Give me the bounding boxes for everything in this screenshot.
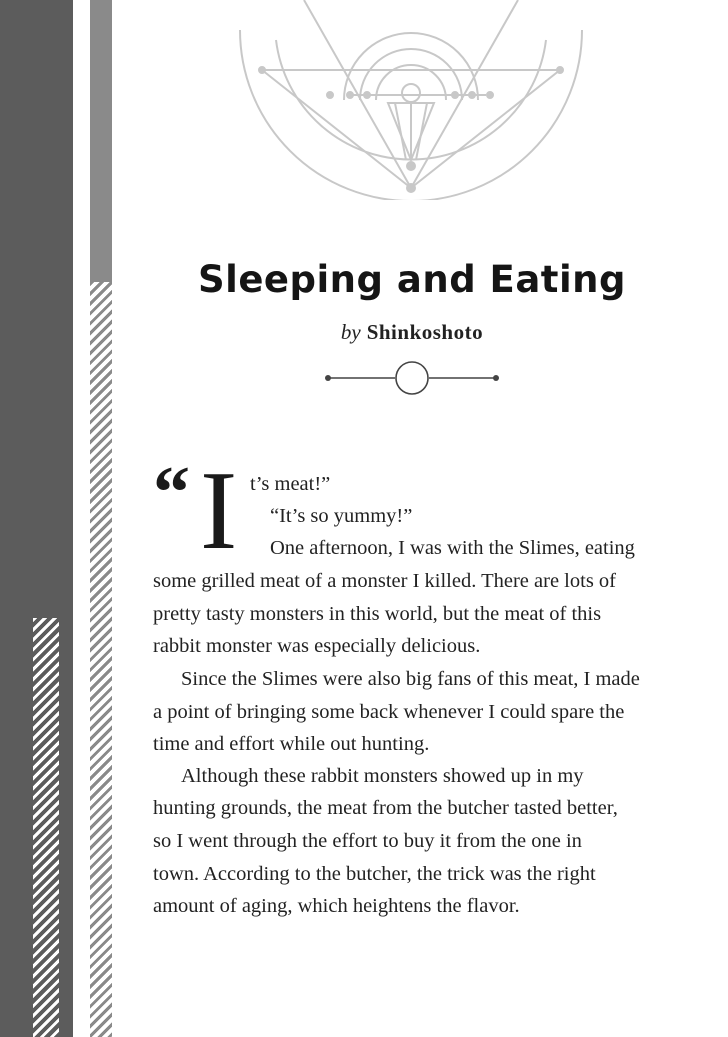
ornament-divider-icon [324, 360, 500, 396]
body-line: town. According to the butcher, the trick was the right [153, 863, 596, 885]
body-line: “It’s so yummy!” [270, 505, 413, 527]
right-gray-band [90, 0, 112, 282]
author-name: Shinkoshoto [366, 320, 484, 344]
body-line: rabbit monster was especially delicious. [153, 635, 481, 657]
byline [112, 320, 712, 345]
magic-circle-emblem-icon [232, 0, 590, 200]
body-line: One afternoon, I was with the Slimes, eating [270, 537, 635, 559]
chapter-title: Sleeping and Eating [197, 258, 626, 301]
body-line: t’s meat!” [250, 473, 331, 495]
body-line: Since the Slimes were also big fans of this meat, I made [181, 668, 640, 690]
body-line: pretty tasty monsters in this world, but the meat of this [153, 603, 602, 625]
left-striped-band [33, 618, 59, 1037]
body-line: Although these rabbit monsters showed up in my [181, 765, 584, 787]
band-gap [73, 0, 90, 1037]
body-line: a point of bringing some back whenever I could spare the [153, 701, 625, 723]
body-line: amount of aging, which heightens the flavor. [153, 895, 520, 917]
body-line: time and effort while out hunting. [153, 733, 430, 755]
opening-quote-mark: “ [153, 452, 190, 534]
body-line: some grilled meat of a monster I killed. There are lots of [153, 570, 617, 592]
body-line: hunting grounds, the meat from the butcher tasted better, [153, 797, 618, 819]
drop-cap: I [200, 449, 238, 573]
body-line: so I went through the effort to buy it from the one in [153, 830, 582, 852]
byline-prefix: by [340, 320, 361, 344]
right-striped-band [90, 282, 112, 1037]
